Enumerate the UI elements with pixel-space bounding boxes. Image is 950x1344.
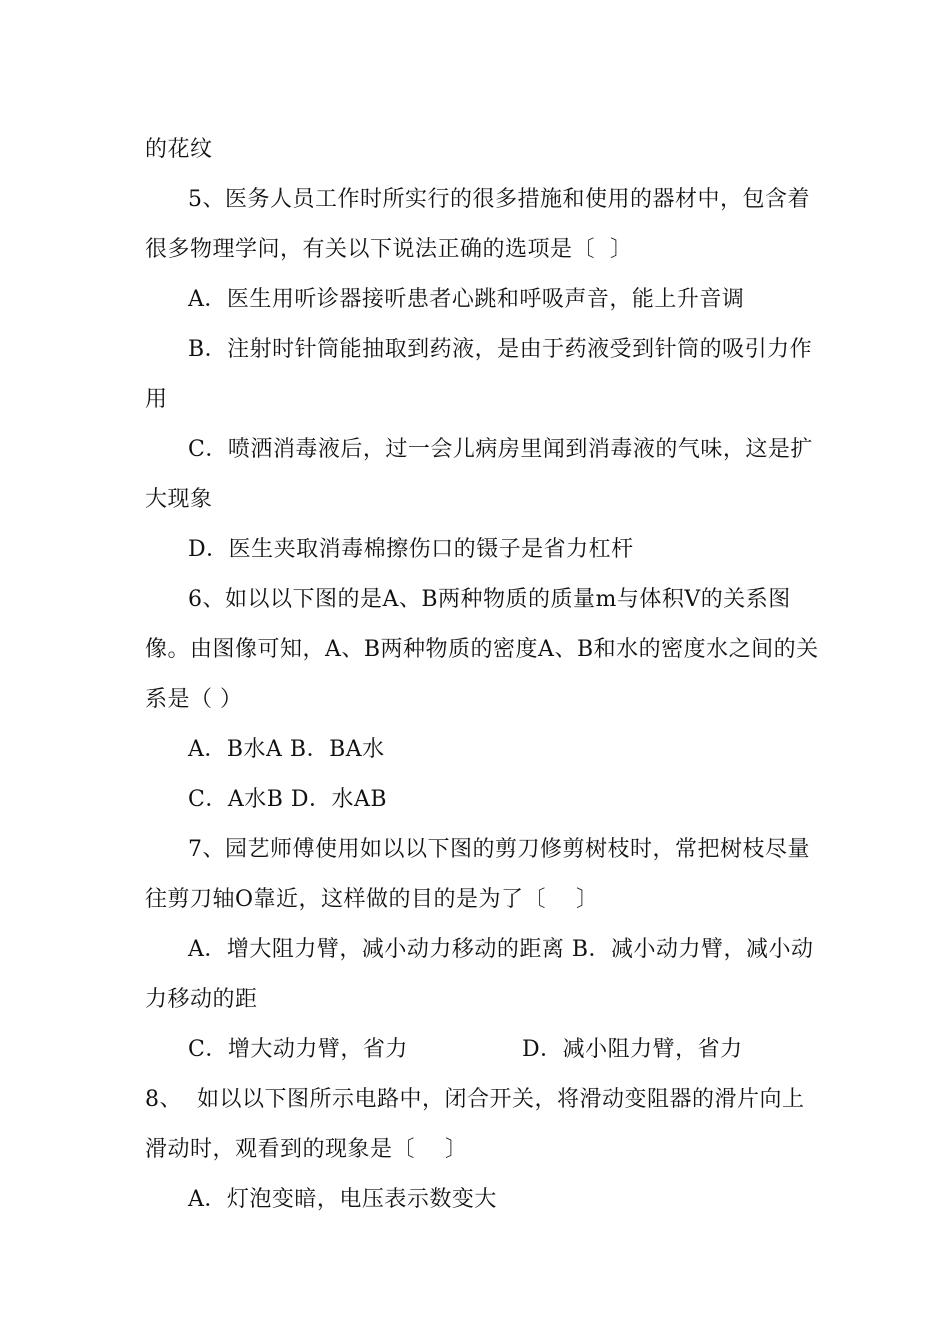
question-8-stem-cont: 滑动时，观看到的现象是〔 〕 — [145, 1137, 468, 1162]
question-6-stem-end: 系是（ ） — [145, 687, 243, 712]
question-5-option-b-cont: 用 — [145, 387, 168, 412]
question-7-stem-cont: 往剪刀轴O靠近，这样做的目的是为了〔 〕 — [145, 887, 599, 912]
question-5-option-b: B．注射时针筒能抽取到药液，是由于药液受到针筒的吸引力作 — [188, 337, 813, 362]
question-6-stem: 6、如以以下图的是A、B两种物质的质量m与体积V的关系图 — [188, 587, 791, 612]
question-6-stem-cont: 像。由图像可知，A、B两种物质的密度A、B和水的密度水之间的关 — [145, 637, 819, 662]
question-6-options-cd: C．A水B D．水AB — [188, 787, 388, 812]
question-7-option-b-cont: 力移动的距 — [145, 987, 258, 1012]
question-5-option-a: A．医生用听诊器接听患者心跳和呼吸声音，能上升音调 — [188, 287, 745, 312]
question-7-options-ab: A．增大阻力臂，减小动力移动的距离 B．减小动力臂，减小动 — [188, 937, 814, 962]
question-7-option-c: C．增大动力臂，省力 — [188, 1037, 408, 1062]
text-line: 的花纹 — [145, 137, 213, 162]
question-8-stem: 8、 如以以下图所示电路中，闭合开关，将滑动变阻器的滑片向上 — [145, 1087, 805, 1112]
question-6-options-ab: A．B水A B．BA水 — [188, 737, 385, 762]
question-5-option-d: D．医生夹取消毒棉擦伤口的镊子是省力杠杆 — [188, 537, 634, 562]
question-5-stem: 5、医务人员工作时所实行的很多措施和使用的器材中，包含着 — [188, 187, 810, 212]
question-5-option-c: C．喷洒消毒液后，过一会儿病房里闻到消毒液的气味，这是扩 — [188, 437, 813, 462]
question-7-option-d: D．减小阻力臂，省力 — [522, 1037, 743, 1062]
question-5-option-c-cont: 大现象 — [145, 487, 213, 512]
question-5-stem-cont: 很多物理学问，有关以下说法正确的选项是〔 〕 — [145, 237, 633, 262]
question-8-option-a: A．灯泡变暗，电压表示数变大 — [188, 1187, 497, 1212]
question-7-stem: 7、园艺师傅使用如以以下图的剪刀修剪树枝时，常把树枝尽量 — [188, 837, 810, 862]
